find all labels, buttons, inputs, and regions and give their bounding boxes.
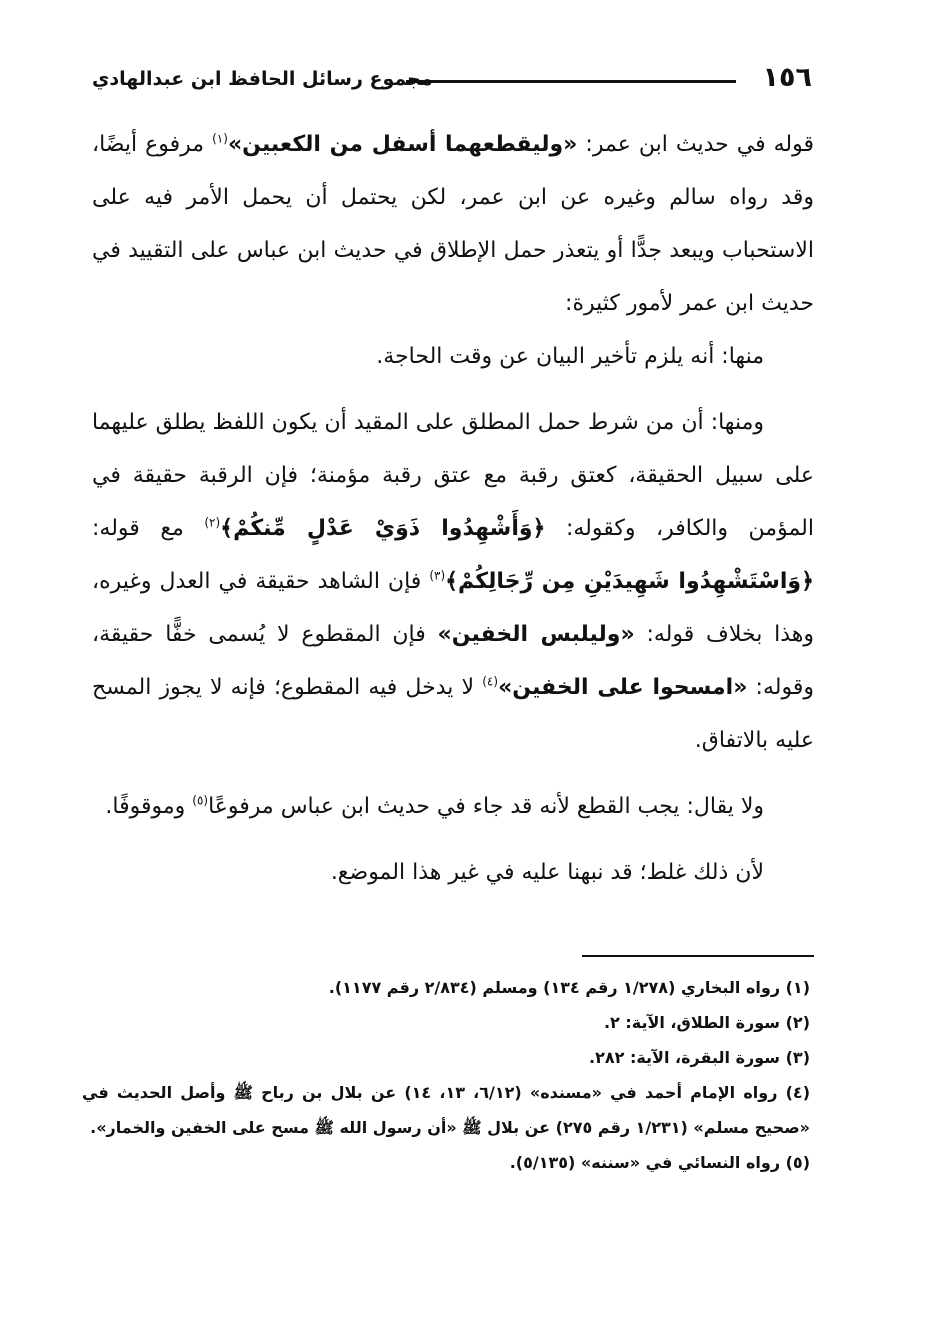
page-number: ١٥٦ bbox=[762, 62, 812, 93]
quran-verse-1: ﴿وَأَشْهِدُوا ذَوَيْ عَدْلٍ مِّنكُمْ﴾ bbox=[220, 516, 546, 541]
hadith-quote: «وليقطعهما أسفل من الكعبين» bbox=[227, 132, 578, 157]
paragraph-2: منها: أنه يلزم تأخير البيان عن وقت الحاجة. bbox=[376, 344, 764, 369]
paragraph-4-text-a: ولا يقال: يجب القطع لأنه قد جاء في حديث ابن عباس مرفوعًا bbox=[208, 794, 764, 819]
paragraph-1-text-a: قوله في حديث ابن عمر: bbox=[577, 132, 815, 157]
header-rule bbox=[406, 80, 736, 83]
quran-verse-2: ﴿وَاسْتَشْهِدُوا شَهِيدَيْنِ مِن رِّجَالِكُمْ﴾ bbox=[445, 569, 814, 594]
hadith-quote-3: «امسحوا على الخفين» bbox=[498, 675, 748, 700]
hadith-quote-2: «وليلبس الخفين» bbox=[437, 622, 635, 647]
page-header bbox=[92, 58, 812, 100]
footnote-5: (٥) رواه النسائي في «سننه» (٥/١٣٥). bbox=[509, 1153, 810, 1172]
paragraph-3-text-e: لا يدخل فيه المقطوع؛ فإنه لا يجوز المسح عليه بالاتفاق. bbox=[92, 675, 814, 753]
footnote-1: (١) رواه البخاري (١/٢٧٨ رقم ١٣٤) ومسلم (٢/٨٣٤ رقم ١١٧٧). bbox=[328, 978, 810, 997]
paragraph-1-text-b: مرفوع أيضًا، وقد رواه سالم وغيره عن ابن عمر، لكن يحتمل أن يحمل الأمر فيه على الاستحباب ويبعد جدًّا أو يتعذر حمل الإطلاق في حديث ابن عباس على التقييد في حديث ابن عمر لأمور كثيرة: bbox=[92, 132, 814, 316]
footnote-marker-4: (٤) bbox=[482, 674, 499, 689]
footnotes bbox=[82, 970, 810, 1180]
footnote-marker-3: (٣) bbox=[429, 568, 446, 583]
paragraph-3 bbox=[92, 396, 814, 767]
paragraph-3-text-a: ومنها: أن من شرط حمل المطلق على المقيد أن يكون اللفظ يطلق عليهما على سبيل الحقيقة، كعتق رقبة مع عتق رقبة مؤمنة؛ فإن الرقبة حقيقة في المؤمن والكافر، وكقوله: bbox=[92, 410, 814, 541]
paragraph-4 bbox=[92, 780, 814, 833]
main-text bbox=[92, 118, 814, 899]
paragraph-5: لأن ذلك غلط؛ قد نبهنا عليه في غير هذا الموضع. bbox=[330, 860, 764, 885]
footnote-marker-2: (٢) bbox=[204, 515, 221, 530]
footnote-3: (٣) سورة البقرة، الآية: ٢٨٢. bbox=[589, 1048, 810, 1067]
paragraph-3-text-b: مع قوله: bbox=[92, 516, 205, 541]
running-title: مجموع رسائل الحافظ ابن عبدالهادي bbox=[92, 68, 433, 90]
footnote-4: (٤) رواه الإمام أحمد في «مسنده» (٦/١٢، ١٣، ١٤) عن بلال بن رباح ﷺ وأصل الحديث في «صحيح مسلم» (١/٢٣١ رقم ٢٧٥) عن بلال ﷺ «أن رسول الله ﷺ مسح على الخفين والخمار». bbox=[82, 1083, 810, 1137]
paragraph-1 bbox=[92, 118, 814, 330]
paragraph-3-text-c: فإن الشاهد حقيقة في العدل وغيره، وهذا بخلاف قوله: bbox=[92, 569, 814, 647]
paragraph-4-text-b: وموقوفًا. bbox=[105, 794, 193, 819]
footnote-marker-1: (١) bbox=[212, 131, 228, 146]
footnote-2: (٢) سورة الطلاق، الآية: ٢. bbox=[603, 1013, 810, 1032]
footnote-marker-5: (٥) bbox=[192, 793, 209, 808]
paragraph-3-text-d: فإن المقطوع لا يُسمى خفًّا حقيقة، وقوله: bbox=[92, 622, 814, 700]
footnote-separator bbox=[582, 955, 814, 957]
